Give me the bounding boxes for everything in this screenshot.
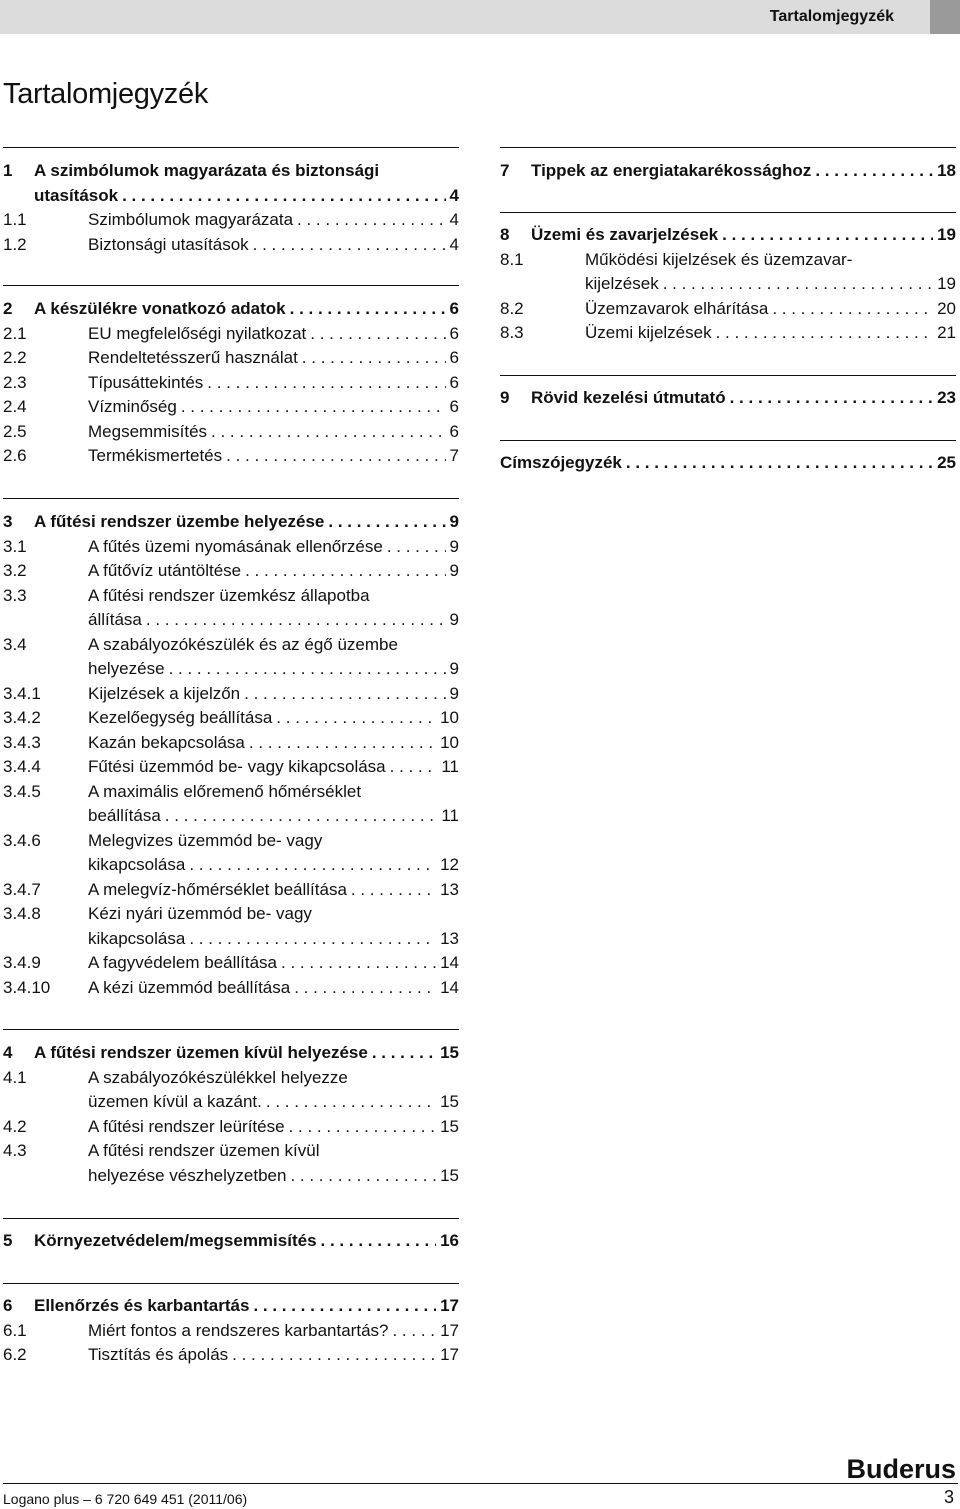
toc-entry-page: 18 bbox=[937, 161, 956, 180]
toc-entry-page: 9 bbox=[449, 536, 459, 556]
toc-entry[interactable] bbox=[3, 510, 459, 535]
toc-dot-leader bbox=[297, 208, 446, 233]
toc-entry-page: 12 bbox=[440, 855, 459, 874]
toc-dot-leader bbox=[392, 1319, 436, 1344]
toc-entry-number: 4.2 bbox=[3, 1116, 27, 1136]
toc-entry-number: 8.1 bbox=[500, 249, 524, 269]
toc-entry[interactable] bbox=[3, 731, 459, 756]
toc-entry-title: állítása bbox=[88, 610, 142, 629]
toc-dot-leader bbox=[310, 322, 445, 347]
toc-entry[interactable] bbox=[3, 1164, 459, 1189]
toc-entry-page: 4 bbox=[449, 210, 459, 229]
toc-entry-page: 7 bbox=[449, 446, 459, 465]
toc-entry[interactable] bbox=[3, 159, 459, 184]
toc-entry-page: 19 bbox=[937, 225, 956, 244]
toc-dot-leader bbox=[722, 223, 933, 248]
toc-entry-number: 6.1 bbox=[3, 1320, 27, 1340]
toc-entry-title: A készülékre vonatkozó adatok bbox=[34, 299, 286, 318]
toc-entry-page: 15 bbox=[440, 1116, 459, 1136]
toc-dot-leader bbox=[189, 853, 436, 878]
toc-section-2 bbox=[3, 285, 459, 469]
toc-section-6 bbox=[3, 1283, 459, 1368]
toc-entry-number: 2.4 bbox=[3, 397, 27, 416]
toc-entry-page: 21 bbox=[937, 323, 956, 342]
toc-section-5 bbox=[3, 1218, 459, 1254]
toc-entry-page: 17 bbox=[440, 1296, 459, 1315]
toc-entry-title: Címszójegyzék bbox=[500, 453, 622, 472]
toc-entry[interactable] bbox=[3, 1090, 459, 1115]
toc-entry-title: helyezése bbox=[88, 659, 165, 678]
toc-entry-page: 15 bbox=[440, 1165, 459, 1185]
toc-entry-number: 2.6 bbox=[3, 446, 27, 465]
toc-entry-number: 7 bbox=[500, 161, 510, 180]
toc-entry[interactable] bbox=[3, 584, 459, 609]
toc-entry-number: 3.3 bbox=[3, 585, 27, 605]
toc-entry-number: 3 bbox=[3, 512, 13, 531]
toc-dot-leader bbox=[351, 878, 436, 903]
toc-dot-leader bbox=[232, 1343, 436, 1368]
toc-entry-title: A fagyvédelem beállítása bbox=[88, 953, 278, 972]
toc-entry-title: Üzemzavarok elhárítása bbox=[585, 298, 769, 318]
toc-entry-title: üzemen kívül a kazánt. bbox=[88, 1092, 262, 1111]
toc-entry-page: 15 bbox=[440, 1092, 459, 1111]
toc-entry-title: Miért fontos a rendszeres karbantartás? bbox=[88, 1320, 389, 1340]
toc-entry-title: utasítások bbox=[34, 185, 119, 205]
toc-dot-leader bbox=[189, 927, 436, 952]
toc-dot-leader bbox=[249, 731, 436, 756]
toc-entry-number: 3.4.3 bbox=[3, 732, 41, 752]
toc-entry-title: Szimbólumok magyarázata bbox=[88, 210, 294, 229]
toc-entry-page: 9 bbox=[449, 683, 459, 703]
toc-entry-page: 6 bbox=[449, 299, 459, 318]
toc-entry-title: Biztonsági utasítások bbox=[88, 234, 249, 254]
toc-entry-number: 4.1 bbox=[3, 1067, 27, 1087]
toc-entry-title: beállítása bbox=[88, 806, 161, 825]
toc-entry-title: Kazán bekapcsolása bbox=[88, 732, 245, 752]
toc-entry-page: 6 bbox=[449, 348, 459, 367]
toc-entry-number: 6 bbox=[3, 1296, 13, 1315]
buderus-logo bbox=[822, 1454, 956, 1482]
toc-entry[interactable] bbox=[3, 1294, 459, 1319]
toc-section-1 bbox=[3, 147, 459, 257]
toc-entry[interactable] bbox=[3, 902, 459, 927]
toc-entry[interactable] bbox=[3, 1139, 459, 1164]
toc-entry-number: 2.3 bbox=[3, 372, 27, 392]
toc-entry[interactable] bbox=[3, 608, 459, 633]
toc-dot-leader bbox=[244, 682, 445, 707]
toc-entry-number: 3.4.1 bbox=[3, 683, 41, 703]
toc-entry-number: 3.4.2 bbox=[3, 708, 41, 727]
toc-entry-number: 3.1 bbox=[3, 536, 27, 556]
toc-entry[interactable] bbox=[3, 395, 459, 420]
toc-entry-page: 11 bbox=[441, 806, 459, 825]
toc-entry-page: 14 bbox=[440, 977, 459, 997]
toc-section-index bbox=[500, 440, 956, 476]
toc-entry-page: 19 bbox=[937, 274, 956, 293]
toc-dot-leader bbox=[290, 297, 446, 322]
toc-entry-number: 1.1 bbox=[3, 210, 27, 229]
toc-entry-title: Ellenőrzés és karbantartás bbox=[34, 1296, 250, 1315]
toc-entry-title: A fűtési rendszer üzembe helyezése bbox=[34, 512, 325, 531]
toc-entry[interactable] bbox=[3, 633, 459, 658]
toc-entry-title: Környezetvédelem/megsemmisítés bbox=[34, 1231, 317, 1250]
toc-entry-title: Tisztítás és ápolás bbox=[88, 1345, 229, 1364]
header-tab-marker bbox=[930, 0, 960, 34]
toc-entry-number: 4.3 bbox=[3, 1141, 27, 1160]
toc-section-7 bbox=[500, 147, 956, 184]
toc-dot-leader bbox=[211, 420, 446, 445]
toc-entry-number: 2.2 bbox=[3, 348, 27, 367]
toc-dot-leader bbox=[716, 321, 933, 346]
toc-entry-number: 2.5 bbox=[3, 421, 27, 441]
toc-dot-leader bbox=[390, 755, 438, 780]
toc-dot-leader bbox=[245, 559, 445, 584]
toc-dot-leader bbox=[772, 297, 933, 322]
toc-entry-page: 4 bbox=[449, 185, 459, 205]
toc-entry-page: 17 bbox=[440, 1345, 459, 1364]
toc-entry[interactable] bbox=[3, 346, 459, 371]
toc-entry-title: Termékismertetés bbox=[88, 446, 223, 465]
toc-entry-number: 9 bbox=[500, 388, 510, 407]
toc-entry-title: A fűtési rendszer üzemen kívül bbox=[88, 1141, 320, 1160]
toc-entry-title: A maximális előremenő hőmérséklet bbox=[88, 781, 362, 801]
toc-entry-page: 9 bbox=[449, 512, 459, 531]
toc-entry-number: 3.4.10 bbox=[3, 977, 51, 997]
toc-entry-number: 3.4.8 bbox=[3, 904, 41, 923]
toc-entry[interactable] bbox=[3, 1115, 459, 1140]
toc-entry[interactable] bbox=[3, 878, 459, 903]
toc-dot-leader bbox=[276, 706, 436, 731]
toc-entry-page: 9 bbox=[449, 561, 459, 580]
toc-entry-page: 4 bbox=[449, 234, 459, 254]
toc-entry-title: A szimbólumok magyarázata és biztonsági bbox=[34, 161, 380, 180]
toc-entry-number: 3.4 bbox=[3, 634, 27, 654]
toc-entry-title: A fűtővíz utántöltése bbox=[88, 561, 242, 580]
toc-entry[interactable] bbox=[3, 184, 459, 209]
toc-entry-title: Melegvizes üzemmód be- vagy bbox=[88, 830, 323, 850]
toc-entry-title: helyezése vészhelyzetben bbox=[88, 1165, 287, 1185]
toc-entry-title: Üzemi és zavarjelzések bbox=[531, 225, 719, 244]
toc-entry-number: 3.4.4 bbox=[3, 757, 41, 776]
toc-entry-title: Rövid kezelési útmutató bbox=[531, 388, 726, 407]
header-title: Tartalomjegyzék bbox=[769, 8, 894, 25]
toc-entry-number: 4 bbox=[3, 1043, 13, 1062]
toc-entry[interactable] bbox=[3, 1229, 459, 1254]
toc-entry-title: EU megfelelőségi nyilatkozat bbox=[88, 323, 307, 343]
toc-entry-title: A szabályozókészülékkel helyezze bbox=[88, 1067, 348, 1087]
toc-entry[interactable] bbox=[3, 208, 459, 233]
toc-entry[interactable] bbox=[3, 420, 459, 445]
page-header bbox=[0, 0, 960, 34]
toc-entry[interactable] bbox=[3, 829, 459, 854]
toc-entry-title: A fűtési rendszer üzemen kívül helyezése bbox=[34, 1043, 368, 1062]
toc-entry-page: 6 bbox=[449, 397, 459, 416]
toc-entry-page: 17 bbox=[440, 1320, 459, 1340]
toc-dot-leader bbox=[294, 976, 436, 1001]
toc-entry[interactable] bbox=[3, 755, 459, 780]
toc-entry-page: 14 bbox=[440, 953, 459, 972]
toc-entry-page: 10 bbox=[440, 732, 459, 752]
toc-entry[interactable] bbox=[3, 535, 459, 560]
toc-entry[interactable] bbox=[500, 272, 956, 297]
toc-entry-number: 3.2 bbox=[3, 561, 27, 580]
toc-section-3 bbox=[3, 498, 459, 1000]
toc-entry[interactable] bbox=[3, 371, 459, 396]
toc-entry-title: Kézi nyári üzemmód be- vagy bbox=[88, 904, 312, 923]
toc-entry[interactable] bbox=[3, 927, 459, 952]
toc-dot-leader bbox=[289, 1115, 437, 1140]
toc-entry-title: Kezelőegység beállítása bbox=[88, 708, 273, 727]
toc-entry-number: 8 bbox=[500, 225, 510, 244]
toc-entry-title: Rendeltetésszerű használat bbox=[88, 348, 298, 367]
toc-entry[interactable] bbox=[3, 780, 459, 805]
toc-section-9 bbox=[500, 375, 956, 411]
toc-dot-leader bbox=[253, 233, 446, 258]
toc-entry[interactable] bbox=[3, 682, 459, 707]
toc-entry-title: A kézi üzemmód beállítása bbox=[88, 977, 291, 997]
toc-entry-page: 6 bbox=[449, 323, 459, 343]
toc-entry-page: 10 bbox=[440, 708, 459, 727]
toc-entry-page: 25 bbox=[937, 453, 956, 472]
toc-entry-title: Üzemi kijelzések bbox=[585, 323, 712, 342]
toc-entry[interactable] bbox=[3, 706, 459, 731]
toc-entry[interactable] bbox=[500, 223, 956, 248]
page-title: Tartalomjegyzék bbox=[3, 78, 209, 110]
toc-entry-number: 3.4.7 bbox=[3, 879, 41, 899]
toc-entry-title: kikapcsolása bbox=[88, 855, 186, 874]
toc-entry[interactable] bbox=[3, 559, 459, 584]
toc-dot-leader bbox=[730, 386, 933, 411]
toc-entry-title: A fűtés üzemi nyomásának ellenőrzése bbox=[88, 536, 383, 556]
toc-entry[interactable] bbox=[500, 386, 956, 411]
toc-entry-page: 9 bbox=[449, 610, 459, 629]
toc-entry[interactable] bbox=[3, 1319, 459, 1344]
toc-entry-page: 23 bbox=[937, 388, 956, 407]
toc-entry-title: Típusáttekintés bbox=[88, 372, 204, 392]
toc-entry[interactable] bbox=[3, 322, 459, 347]
toc-dot-leader bbox=[226, 444, 445, 469]
toc-entry-page: 11 bbox=[441, 757, 459, 776]
footer-document-id: Logano plus – 6 720 649 451 (2011/06) bbox=[3, 1491, 248, 1507]
toc-entry[interactable] bbox=[500, 248, 956, 273]
toc-dot-leader bbox=[165, 804, 438, 829]
toc-entry-number: 3.4.5 bbox=[3, 781, 41, 801]
toc-entry-title: Fűtési üzemmód be- vagy kikapcsolása bbox=[88, 757, 386, 776]
toc-entry-title: Kijelzések a kijelzőn bbox=[88, 683, 241, 703]
toc-entry-number: 5 bbox=[3, 1231, 13, 1250]
toc-entry-title: Tippek az energiatakarékossághoz bbox=[531, 161, 812, 180]
toc-entry-page: 15 bbox=[440, 1043, 459, 1062]
toc-dot-leader bbox=[372, 1041, 436, 1066]
toc-entry[interactable] bbox=[500, 297, 956, 322]
toc-entry-title: kikapcsolása bbox=[88, 928, 186, 948]
toc-entry-title: A szabályozókészülék és az égő üzembe bbox=[88, 634, 398, 654]
toc-entry[interactable] bbox=[500, 159, 956, 184]
toc-entry-number: 2 bbox=[3, 299, 13, 318]
toc-dot-leader bbox=[281, 951, 436, 976]
toc-entry-number: 2.1 bbox=[3, 323, 27, 343]
toc-entry-number: 8.3 bbox=[500, 323, 524, 342]
toc-dot-leader bbox=[302, 346, 446, 371]
toc-dot-leader bbox=[181, 395, 446, 420]
toc-entry-page: 6 bbox=[449, 421, 459, 441]
toc-entry-title: A melegvíz-hőmérséklet beállítása bbox=[88, 879, 347, 899]
toc-entry[interactable] bbox=[500, 321, 956, 346]
toc-entry[interactable] bbox=[3, 951, 459, 976]
toc-entry-number: 3.4.6 bbox=[3, 830, 41, 850]
toc-entry-number: 8.2 bbox=[500, 298, 524, 318]
toc-entry[interactable] bbox=[3, 657, 459, 682]
toc-entry[interactable] bbox=[3, 1343, 459, 1368]
toc-entry-number: 1.2 bbox=[3, 234, 27, 254]
toc-dot-leader bbox=[122, 184, 445, 209]
toc-entry[interactable] bbox=[3, 444, 459, 469]
toc-dot-leader bbox=[266, 1090, 436, 1115]
toc-entry-page: 20 bbox=[937, 298, 956, 318]
toc-entry-number: 6.2 bbox=[3, 1345, 27, 1364]
toc-dot-leader bbox=[387, 535, 446, 560]
toc-dot-leader bbox=[207, 371, 445, 396]
toc-section-8 bbox=[500, 212, 956, 346]
toc-dot-leader bbox=[626, 451, 933, 476]
footer-divider bbox=[3, 1483, 958, 1484]
toc-dot-leader bbox=[253, 1294, 436, 1319]
toc-dot-leader bbox=[663, 272, 933, 297]
toc-entry[interactable] bbox=[3, 1041, 459, 1066]
toc-entry-page: 6 bbox=[449, 372, 459, 392]
toc-entry[interactable] bbox=[3, 233, 459, 258]
toc-entry[interactable] bbox=[3, 297, 459, 322]
page-number: 3 bbox=[943, 1487, 954, 1507]
toc-entry-page: 13 bbox=[440, 879, 459, 899]
toc-dot-leader bbox=[146, 608, 446, 633]
toc-entry-title: Vízminőség bbox=[88, 397, 177, 416]
toc-entry[interactable] bbox=[500, 451, 956, 476]
toc-entry-number: 3.4.9 bbox=[3, 953, 41, 972]
toc-entry-title: Megsemmisítés bbox=[88, 421, 208, 441]
logo-text: Buderus bbox=[846, 1454, 956, 1482]
toc-entry-page: 16 bbox=[440, 1231, 459, 1250]
toc-dot-leader bbox=[815, 159, 933, 184]
toc-entry-title: A fűtési rendszer üzemkész állapotba bbox=[88, 585, 370, 605]
toc-section-4 bbox=[3, 1029, 459, 1188]
toc-dot-leader bbox=[321, 1229, 437, 1254]
toc-entry[interactable] bbox=[3, 1066, 459, 1091]
toc-entry[interactable] bbox=[3, 804, 459, 829]
toc-entry-title: kijelzések bbox=[585, 274, 659, 293]
toc-entry-page: 9 bbox=[449, 659, 459, 678]
toc-entry-title: A fűtési rendszer leürítése bbox=[88, 1116, 285, 1136]
toc-dot-leader bbox=[328, 510, 445, 535]
toc-dot-leader bbox=[169, 657, 446, 682]
toc-entry-page: 13 bbox=[440, 928, 459, 948]
toc-entry-title: Működési kijelzések és üzemzavar- bbox=[585, 249, 853, 269]
toc-entry[interactable] bbox=[3, 853, 459, 878]
toc-dot-leader bbox=[290, 1164, 436, 1189]
toc-entry-number: 1 bbox=[3, 161, 13, 180]
toc-entry[interactable] bbox=[3, 976, 459, 1001]
